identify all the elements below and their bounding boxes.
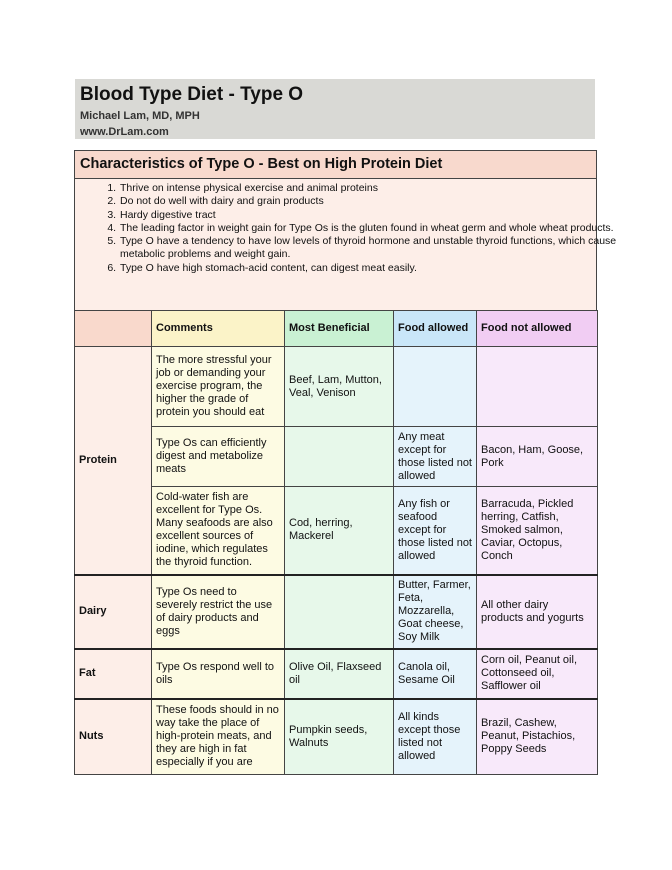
comments-cell: These foods should in no way take the place of high-protein meats, and they are high in fat especially if you are: [152, 699, 285, 775]
comments-cell: Cold-water fish are excellent for Type Os. Many seafoods are also excellent sources of iodine, which regulates the thyroid function.: [152, 487, 285, 575]
table-row: [75, 575, 598, 649]
comments-cell: The more stressful your job or demanding your exercise program, the higher the grade of protein you should eat: [152, 347, 285, 427]
header-food-not-allowed: Food not allowed: [477, 311, 598, 347]
beneficial-cell: Pumpkin seeds, Walnuts: [285, 699, 394, 775]
characteristics-box: [74, 150, 617, 311]
characteristics-title: Characteristics of Type O - Best on High Protein Diet: [75, 151, 596, 179]
allowed-cell: [394, 347, 477, 427]
table-row: [75, 649, 598, 699]
beneficial-cell: Olive Oil, Flaxseed oil: [285, 649, 394, 699]
not-allowed-cell: Barracuda, Pickled herring, Catfish, Smoked salmon, Caviar, Octopus, Conch: [477, 487, 598, 575]
table-row: [75, 347, 598, 427]
document-title: Blood Type Diet - Type O: [80, 84, 304, 105]
food-table: [74, 310, 598, 775]
list-item: 2. Do not do well with dairy and grain products: [119, 195, 619, 208]
list-item: 6. Type O have high stomach-acid content, can digest meat easily.: [119, 262, 619, 275]
allowed-cell: Canola oil, Sesame Oil: [394, 649, 477, 699]
row-label-dairy: Dairy: [75, 575, 152, 649]
allowed-cell: All kinds except those listed not allowed: [394, 699, 477, 775]
website-link[interactable]: www.DrLam.com: [80, 126, 169, 138]
beneficial-cell: Cod, herring, Mackerel: [285, 487, 394, 575]
not-allowed-cell: Brazil, Cashew, Peanut, Pistachios, Poppy Seeds: [477, 699, 598, 775]
not-allowed-cell: [477, 347, 598, 427]
row-label-nuts: Nuts: [75, 699, 152, 775]
comments-cell: Type Os respond well to oils: [152, 649, 285, 699]
row-label-fat: Fat: [75, 649, 152, 699]
document-header: [75, 79, 595, 139]
beneficial-cell: [285, 575, 394, 649]
author-line: Michael Lam, MD, MPH: [80, 110, 200, 122]
list-item: 4. The leading factor in weight gain for Type Os is the gluten found in wheat germ and whole wheat products.: [119, 222, 619, 235]
list-item: 5. Type O have a tendency to have low levels of thyroid hormone and unstable thyroid functions, which cause metabolic problems and weight gain.: [119, 235, 619, 262]
allowed-cell: Any meat except for those listed not allowed: [394, 427, 477, 487]
table-header-row: [75, 311, 598, 347]
comments-cell: Type Os can efficiently digest and metabolize meats: [152, 427, 285, 487]
beneficial-cell: [285, 427, 394, 487]
characteristics-list: [75, 182, 619, 275]
beneficial-cell: Beef, Lam, Mutton, Veal, Venison: [285, 347, 394, 427]
header-most-beneficial: Most Beneficial: [285, 311, 394, 347]
allowed-cell: Any fish or seafood except for those listed not allowed: [394, 487, 477, 575]
not-allowed-cell: Bacon, Ham, Goose, Pork: [477, 427, 598, 487]
header-food-allowed: Food allowed: [394, 311, 477, 347]
not-allowed-cell: Corn oil, Peanut oil, Cottonseed oil, Safflower oil: [477, 649, 598, 699]
row-label-protein: Protein: [75, 347, 152, 575]
table-row: [75, 487, 598, 575]
header-comments: Comments: [152, 311, 285, 347]
list-item: 3. Hardy digestive tract: [119, 209, 619, 222]
table-row: [75, 699, 598, 775]
comments-cell: Type Os need to severely restrict the use of dairy products and eggs: [152, 575, 285, 649]
header-blank: [75, 311, 152, 347]
list-item: 1. Thrive on intense physical exercise and animal proteins: [119, 182, 619, 195]
allowed-cell: Butter, Farmer, Feta, Mozzarella, Goat cheese, Soy Milk: [394, 575, 477, 649]
table-row: [75, 427, 598, 487]
not-allowed-cell: All other dairy products and yogurts: [477, 575, 598, 649]
